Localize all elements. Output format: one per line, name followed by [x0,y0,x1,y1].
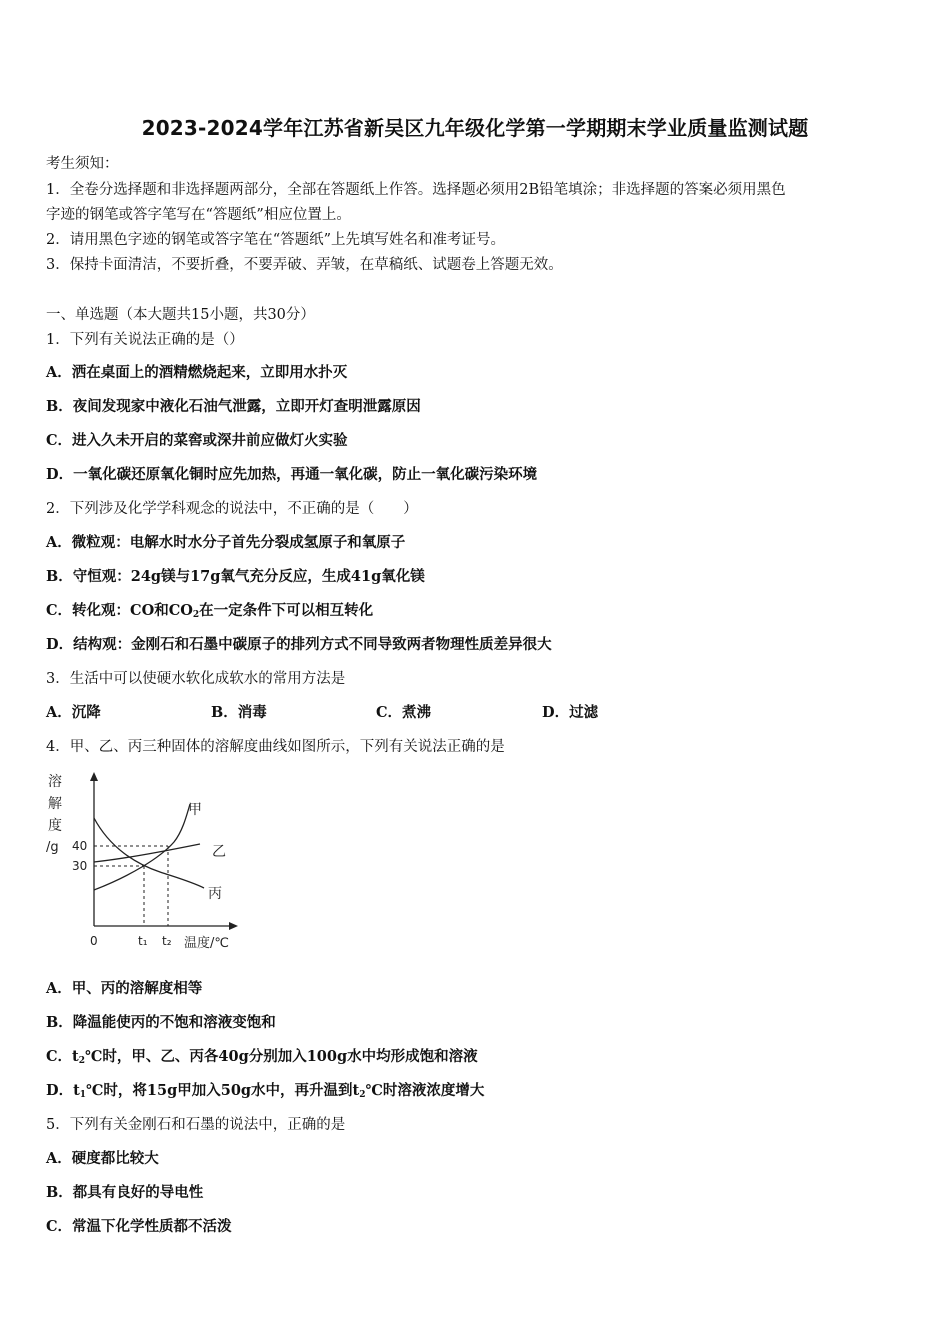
curve-label-jia: 甲 [188,802,202,818]
q4-option-c-subscript: 2 [78,1056,86,1066]
q2-option-a: A．微粒观：电解水时水分子首先分裂成氢原子和氧原子 [46,534,406,551]
y-label-char-4: /g [46,840,59,855]
notice-item-3: 3．保持卡面清洁，不要折叠，不要弄破、弄皱，在草稿纸、试题卷上答题无效。 [46,257,563,273]
q4-option-d-text-mid: ℃时，将15g甲加入50g水中，再升温到t [86,1082,360,1099]
q4-option-a: A．甲、丙的溶解度相等 [46,980,203,997]
q3-option-d: D．过滤 [542,704,599,721]
notice-item-1-cont: 字迹的钢笔或答字笔写在“答题纸”相应位置上。 [46,207,351,223]
q2-stem: 2．下列涉及化学学科观念的说法中，不正确的是（ ） [46,501,418,517]
q3-option-a: A．沉降 [46,704,101,721]
q4-stem: 4．甲、乙、丙三种固体的溶解度曲线如图所示，下列有关说法正确的是 [46,739,505,755]
x-tick-t2: t₂ [162,934,172,948]
x-tick-0: 0 [90,934,98,948]
q1-option-a: A．洒在桌面上的酒精燃烧起来，立即用水扑灭 [46,364,348,381]
q3-stem: 3．生活中可以使硬水软化成软水的常用方法是 [46,671,346,687]
q4-option-d-text: D．t [46,1082,80,1099]
q4-option-d [46,1079,484,1100]
curve-bing [94,818,204,888]
q1-option-c: C．进入久未开启的菜窖或深井前应做灯火实验 [46,432,348,449]
curve-label-yi: 乙 [212,844,226,860]
q2-option-c [46,599,373,620]
q5-option-c: C．常温下化学性质都不活泼 [46,1218,232,1235]
q3-option-b: B．消毒 [211,704,267,721]
q5-stem: 5．下列有关金刚石和石墨的说法中，正确的是 [46,1117,346,1133]
solubility-curve-figure [40,768,260,958]
q5-option-b: B．都具有良好的导电性 [46,1184,204,1201]
q1-stem: 1．下列有关说法正确的是（） [46,332,244,348]
q2-option-b: B．守恒观：24g镁与17g氧气充分反应，生成41g氧化镁 [46,568,425,585]
q4-option-c [46,1045,478,1066]
q4-option-d-subscript-1: 1 [79,1090,87,1100]
q1-option-d: D．一氧化碳还原氧化铜时应先加热，再通一氧化碳，防止一氧化碳污染环境 [46,466,538,483]
q2-option-d: D．结构观：金刚石和石墨中碳原子的排列方式不同导致两者物理性质差异很大 [46,636,552,653]
q2-option-c-subscript: 2 [192,610,200,620]
q4-option-c-text-end: ℃时，甲、乙、丙各40g分别加入100g水中均形成饱和溶液 [85,1048,478,1065]
q2-option-c-text: C．转化观：CO和CO [46,602,193,619]
y-label-char-3: 度 [48,818,62,834]
q4-option-d-text-end: ℃时溶液浓度增大 [365,1082,485,1099]
x-axis-label: 温度/℃ [184,936,229,951]
curve-yi [94,844,200,862]
section-heading: 一、单选题（本大题共15小题，共30分） [46,307,315,323]
curve-label-bing: 丙 [208,886,222,902]
q4-option-b: B．降温能使丙的不饱和溶液变饱和 [46,1014,276,1031]
x-tick-t1: t₁ [138,934,148,948]
q2-option-c-text-end: 在一定条件下可以相互转化 [199,602,374,619]
y-axis-arrow [90,772,98,781]
notice-heading: 考生须知： [46,156,119,172]
x-axis-arrow [229,922,238,930]
y-tick-40: 40 [72,839,88,853]
q3-option-c: C．煮沸 [376,704,432,721]
q4-option-d-subscript-2: 2 [359,1090,366,1100]
notice-item-1: 1．全卷分选择题和非选择题两部分，全部在答题纸上作答。选择题必须用2B铅笔填涂；非选择题的答案必须用黑色 [46,182,786,198]
q4-option-c-text: C．t [46,1048,79,1065]
q1-option-b: B．夜间发现家中液化石油气泄露，立即开灯查明泄露原因 [46,398,421,415]
page-title: 2023-2024学年江苏省新吴区九年级化学第一学期期末学业质量监测试题 [141,116,809,140]
y-tick-30: 30 [72,859,88,873]
notice-item-2: 2．请用黑色字迹的钢笔或答字笔在“答题纸”上先填写姓名和准考证号。 [46,232,506,248]
y-label-char-2: 解 [48,796,62,812]
y-label-char-1: 溶 [48,774,62,790]
q5-option-a: A．硬度都比较大 [46,1150,159,1167]
